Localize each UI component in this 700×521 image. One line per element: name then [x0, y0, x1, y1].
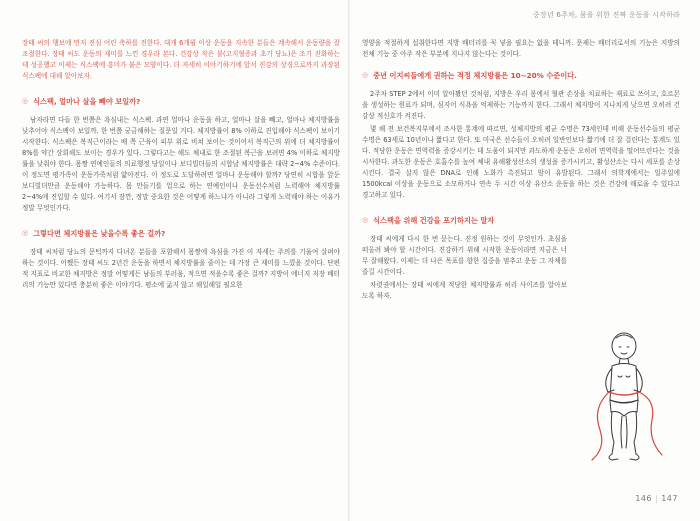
- heading-text: 식스팩을 위해 건강을 포기하지는 말자: [373, 216, 495, 225]
- body-paragraph: 장태 씨에게 다시 한 번 묻는다. 진정 원하는 것이 무엇인가. 초심을 떠올려 봐야 할 시간이다. 진강하기 위해 시작한 운동이라면 지금은 너무 잘해왔다. 이제는 더 나은 목표를 향한 집중을 멈추고 운동 그 자체를 즐길 시간이다.: [362, 235, 567, 276]
- page-numbers: 146 | 147: [635, 494, 678, 503]
- section-heading-recommended-bodyfat: [362, 70, 680, 81]
- heading-text: 그렇다면 체지방률은 낮을수록 좋은 걸까?: [33, 229, 166, 238]
- running-header: 중장년 6주차, 몸을 위한 진짜 운동을 시작하라: [533, 11, 680, 19]
- left-page-number: 146: [635, 494, 653, 503]
- intro-paragraph: 장태 씨의 행보에 먼저 진심 어린 축하를 전한다. 대개 6개월 이상 운동을 지속한 분들은 계속해서 운동량을 잘 조절한다. 장태 씨도 운동의 재미를 느낀 경우라 본다. 건강상 작은 불(고지혈증과 초기 당뇨)은 조기 진화하는 데 성공했고 이제는 식스팩에 흥미가 붙은 모양이다. 더 자세히 이야기하기에 앞서 진강의 상징으로까지 과장된 식스팩에 대해 알아보자.: [22, 39, 340, 80]
- body-paragraph: 차렷권에서는 장태 씨에게 적당한 체지방률과 허리 사이즈를 알아보도록 하자.: [362, 281, 567, 300]
- bullet-icon: ◎: [22, 229, 29, 237]
- left-page-column: [22, 38, 340, 293]
- page-gutter: [348, 0, 350, 521]
- body-paragraph: 남자라면 다들 한 번쯤은 욕심내는 식스팩. 과연 얼마나 운동을 하고, 얼마나 살을 빼고, 얼마나 체지방률을 낮추어야 식스팩이 보일까. 한 번쯤 궁금해하는 질문일 거다. 체지방률이 8% 이하로 진입해야 식스팩이 보이기 시작한다. 식스팩은 복직근이라는 배 쪽 근육이 피부 위로 비쳐 보이는 것이어서 복직근의 위에 더 체지방률이 8%를 약간 상회해도 보이는 경우가 있다. 그렇다고는 해도 체내로 한 조절된 복근을 보려면 4% 이하로 체지방률을 낮춰야 한다. 몸짱 연예인들의 의료행정 당일이나 보디빌더들의 시합날 체지방률은 대략 2~4% 수준이다. 이 정도면 평가족이 운동가죽처럼 얇아진다. 이 정도로 도달하려면 얼마나 운동해야 할까? 당연히 시합을 앞둔 보디빌더만큼 운동해야 가능하다. 몸 만들기를 업으로 하는 연예인이나 운동선수처럼 노력해야 체지방률 2~4%에 진입할 수 있다. 여기서 잠깐, 정말 중요한 것은 어떻게 하느냐가 아니라 그렇게 노력해야 하는 이유가 정말 무엇인가다.: [22, 116, 340, 212]
- heading-text: 식스팩, 얼마나 살을 빼야 보일까?: [33, 97, 141, 106]
- right-page-column: [362, 38, 680, 304]
- body-paragraph: 몇 해 전 보건복지부에서 조사한 통계에 따르면, 성체지방의 평균 수명은 73세인데 비해 운동선수들의 평균 수명은 63세로 10년이나 짧다고 한다. 또 미국은 선수들이 오히려 일반인보다 짧기에 더 잘 걸린다는 통계도 있다. 적당한 운동은 면역력을 증강시키는 데 도움이 되지만 과도하게 운동은 오히려 면역력을 떨어뜨린다는 것을 시사한다. 과도한 운동은 호흡수를 높여 체내 유해활성산소의 생성을 증가시키고, 활성산소는 다시 세포를 손상시킨다. 결국 살지 않은 DNA로 인해 노화가 촉진되고 암이 유발된다. 그래서 의학계에서는 일주일에 1500kcal 이상을 운동으로 소모하거나 연속 두 시간 이상 유산소 운동을 하는 것은 건강에 해로울 수 있다고 경고하고 있다.: [362, 125, 680, 199]
- bullet-icon: ◎: [362, 216, 369, 224]
- body-paragraph: 2주차 STEP 2에서 이미 알아봤던 것처럼, 지방은 우리 몸에서 혈관 손상을 치료하는 재료로 쓰이고, 호르몬을 생성하는 원료가 되며, 심지어 식욕을 억제하는 기능까지 한다. 그래서 체지방이 지나치게 낮으면 오히려 건강상 적신호가 켜진다.: [362, 90, 680, 120]
- body-paragraph: 영양을 적절하게 섭취한다면 지방 배터리를 꼭 넣을 필요는 없을 테니까. 문제는 배터리로서의 기능은 지방의 전체 기능 중 아주 작은 부분에 지나지 않는다는 것이다.: [362, 39, 680, 58]
- heading-text: 중년 이지씨들에게 권하는 적정 체지방률은 10~20% 수준이다.: [373, 71, 577, 80]
- man-with-tape-measure-illustration: [572, 330, 680, 470]
- section-heading-bodyfat: [22, 228, 340, 239]
- bullet-icon: ◎: [362, 71, 369, 79]
- section-heading-sixpack: [22, 96, 340, 107]
- right-page-number: 147: [661, 494, 678, 503]
- body-paragraph: 장태 씨처럼 당뇨의 문턱까지 다녀온 분들을 포함해서 몸짱에 욕심을 가진 이 자세는 주의를 기울여 살펴야 하는 것이다. 어쨌든 장태 씨도 2년간 운동을 하면서 체지방률을 줄이는 데 가장 큰 재미를 느꼈을 것이다. 단편적 지표로 비교한 체지방은 정말 어떻게든 남들의 부러움, 적으면 적을수록 좋은 걸까? 지방이 에너지 저장 배터리의 기능만 있다면 충분히 좋은 이야기다. 평소에 굶지 않고 해일해일 필요한: [22, 248, 340, 289]
- section-heading-health-first: [362, 215, 680, 226]
- closing-text-block: [362, 234, 567, 302]
- bullet-icon: ◎: [22, 97, 29, 105]
